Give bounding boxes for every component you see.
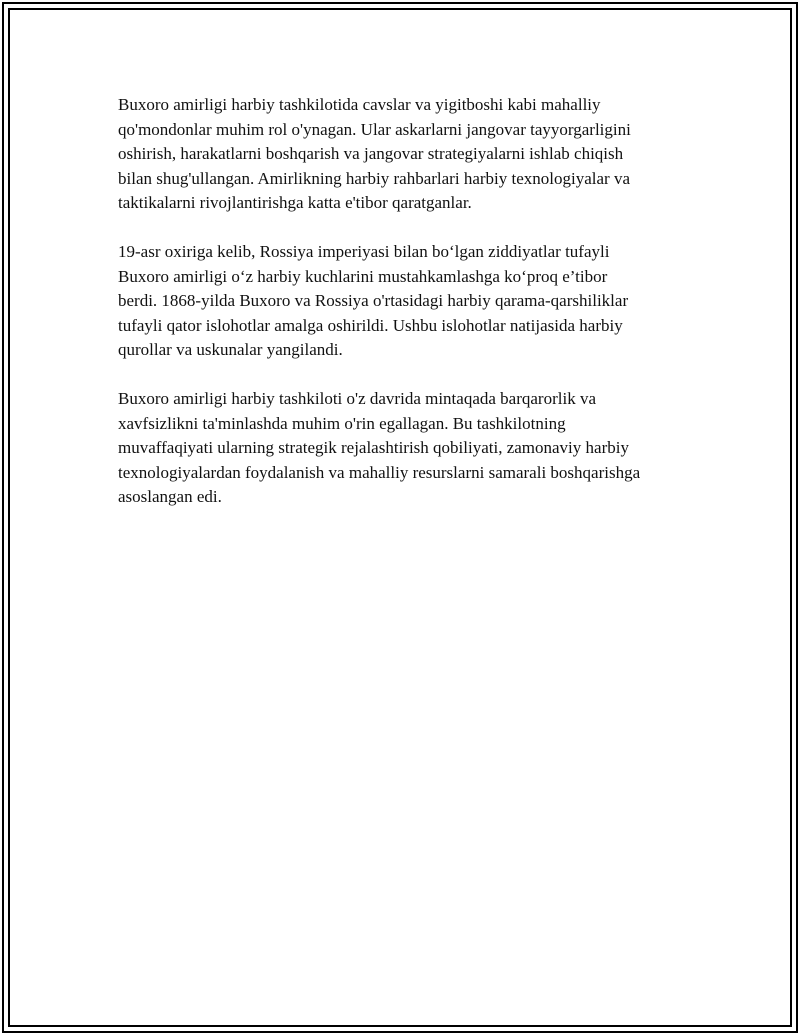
paragraph-2: 19-asr oxiriga kelib, Rossiya imperiyasi bilan bo‘lgan ziddiyatlar tufayli Buxoro amirligi o‘z harbiy kuchlarini mustahkamlashga ko‘proq e’tibor berdi. 1868-yilda Buxoro va Rossiya o'rtasidagi harbiy qarama-qarshiliklar tufayli qator islohotlar amalga oshirildi. Ushbu islohotlar natijasida harbiy qurollar va uskunalar yangilandi. <box>118 242 629 359</box>
document-body <box>118 93 708 534</box>
paragraph-1: Buxoro amirligi harbiy tashkilotida cavslar va yigitboshi kabi mahalliy qo'mondonlar muhim rol o'ynagan. Ular askarlarni jangovar tayyorgarligini oshirish, harakatlarni boshqarish va jangovar strategiyalarni ishlab chiqish bilan shug'ullangan. Amirlikning harbiy rahbarlari harbiy texnologiyalar va taktikalarni rivojlantirishga katta e'tibor qaratganlar. <box>118 95 631 212</box>
paragraph-3: Buxoro amirligi harbiy tashkiloti o'z davrida mintaqada barqarorlik va xavfsizlikni ta'minlashda muhim o'rin egallagan. Bu tashkilotning muvaffaqiyati ularning strategik rejalashtirish qobiliyati, zamonaviy harbiy texnologiyalardan foydalanish va mahalliy resurslarni samarali boshqarishga asoslangan edi. <box>118 389 641 506</box>
